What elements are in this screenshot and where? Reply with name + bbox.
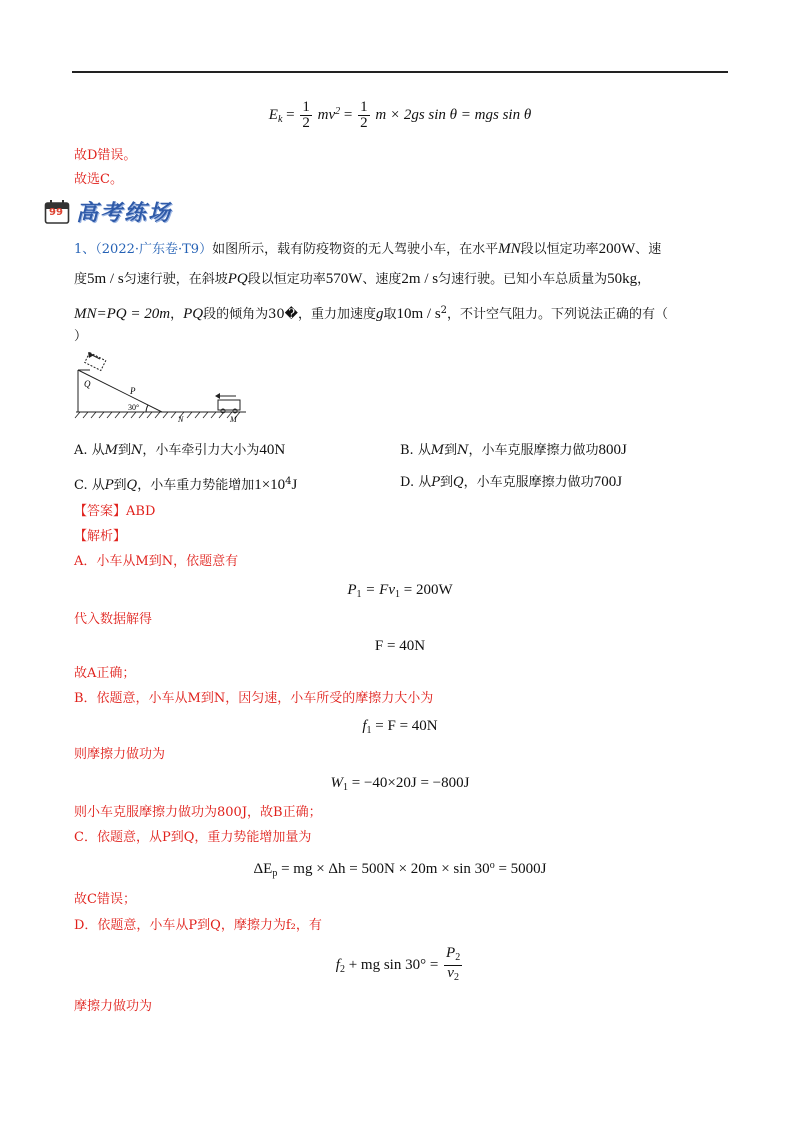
label-angle: 30° [128,403,140,412]
option-b[interactable]: B. 从M到N，小车克服摩擦力做功800J [400,442,627,458]
solution-a-line-2: 代入数据解得 [74,612,153,627]
question-number: 1、 [74,242,96,257]
equation-potential-energy: $\Delta E_p$ = mg × $\Delta h = 500N \times 20m \times \sin 30^o = 5000J$ [253,860,547,879]
question-line-3: MN=PQ = 20m，PQ段的倾角为30�，重力加速度g取$10m / s^2$，不计空气阻力。下列说法正确的有（ [74,305,669,322]
question-line-4: ） [74,329,88,344]
option-d[interactable]: D. 从P到Q，小车克服摩擦力做功700J [400,474,623,490]
solution-b-line-3: 则小车克服摩擦力做功为800J，故B正确； [74,805,322,820]
label-n: N [178,415,184,422]
option-c[interactable]: C. 从P到Q，小车重力势能增加$1\times 10^4J$ [74,476,298,493]
kinetic-energy-formula: $E_k$ = $\frac{1}{2}$ $mv^2$ = $\frac{1}{2}$ m × 2gs sin θ = mgs sin θ [268,99,532,131]
solution-a-line-1: A．小车从M到N，依题意有 [74,554,239,569]
incline-diagram [70,350,250,422]
label-q: Q [84,379,91,389]
d-wrong-text: 故D错误。 [74,148,137,163]
label-m: M [230,415,237,422]
solution-c-line-1: C．依题意，从P到Q，重力势能增加量为 [74,830,312,845]
option-a[interactable]: A. 从M到N，小车牵引力大小为40N [74,442,286,458]
equation-friction-2: $f_2$ + mg sin 30° = $\frac{P_2}{v_2}$ [335,945,461,983]
analysis-label: 【解析】 [74,529,127,544]
section-title: 高考练场 [76,200,173,226]
equation-power-1: $P_1 = Fv_1 = 200W$ [347,582,453,600]
header-rule [72,71,728,73]
equation-friction: $f_1 = F = 40N$ [362,718,438,736]
question-source: （2022·广东卷·T9） [95,242,213,257]
solution-d-line-1: D．依题意，小车从P到Q，摩擦力为f₂，有 [74,918,322,933]
section-banner [44,196,172,227]
label-p: P [130,386,136,396]
equation-work-1: $W_1 = -40\times 20J = -800J$ [330,775,470,793]
equation-force: F = 40N [374,638,426,654]
solution-b-line-2: 则摩擦力做功为 [74,747,166,762]
solution-a-line-3: 故A正确； [74,666,136,681]
choose-c-text: 故选C。 [74,172,123,187]
solution-b-line-1: B．依题意，小车从M到N，因匀速，小车所受的摩擦力大小为 [74,691,434,706]
answer-text: 【答案】ABD [74,504,156,519]
solution-c-line-2: 故C错误； [74,892,136,907]
calendar-icon-label: 99 [49,207,63,218]
question-line-2: 度5m / s匀速行驶，在斜坡PQ段以恒定功率570W、速度2m / s匀速行驶。已知小车总质量为50kg， [74,271,651,287]
question-line-1: 1、（2022·广东卷·T9）如图所示，载有防疫物资的无人驾驶小车，在水平MN段以恒定功率200W、速 [74,241,662,257]
solution-d-line-2: 摩擦力做功为 [74,999,153,1014]
